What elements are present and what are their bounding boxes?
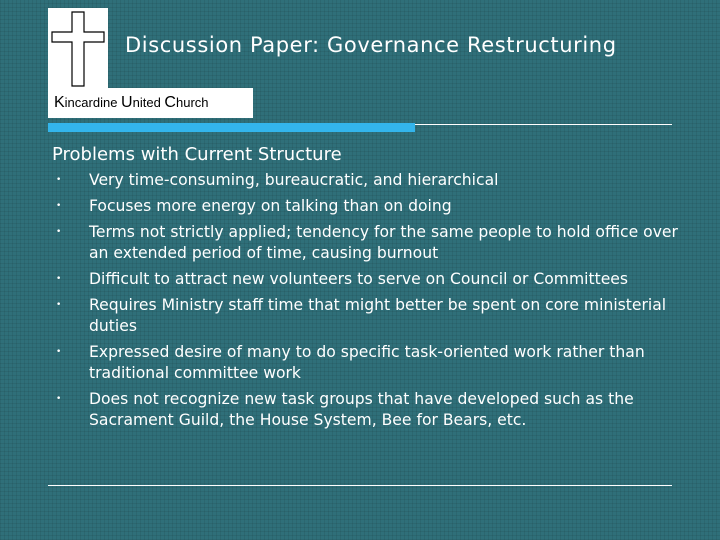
church-name xyxy=(54,94,209,112)
accent-bar xyxy=(48,123,415,132)
church-name-banner xyxy=(48,88,253,118)
church-name-part: hurch xyxy=(175,95,209,110)
bullet-text: Focuses more energy on talking than on doing xyxy=(89,197,452,215)
list-item xyxy=(0,389,689,431)
church-name-initial: C xyxy=(164,94,176,111)
church-name-initial: U xyxy=(121,94,133,111)
top-divider xyxy=(415,124,672,125)
church-name-part: incardine xyxy=(64,95,122,110)
list-item xyxy=(0,222,689,264)
bullet-text: Terms not strictly applied; tendency for the same people to hold office over an extended period of time, causing burnout xyxy=(89,223,678,262)
bottom-divider xyxy=(48,485,672,486)
page-title: Discussion Paper: Governance Restructuring xyxy=(125,33,617,57)
list-item xyxy=(0,269,689,290)
bullet-icon: • xyxy=(56,227,62,237)
bullet-icon: • xyxy=(56,201,62,211)
list-item xyxy=(0,170,689,191)
bullet-text: Requires Ministry staff time that might better be spent on core ministerial duties xyxy=(89,296,667,335)
bullet-text: Very time-consuming, bureaucratic, and hierarchical xyxy=(89,171,499,189)
cross-icon xyxy=(48,8,108,88)
list-item xyxy=(0,295,689,337)
bullet-icon: • xyxy=(56,175,62,185)
section-heading: Problems with Current Structure xyxy=(52,144,342,165)
church-logo xyxy=(48,8,108,88)
bullet-icon: • xyxy=(56,274,62,284)
church-name-part: nited xyxy=(132,95,165,110)
bullet-list xyxy=(0,170,720,436)
church-name-initial: K xyxy=(54,94,65,111)
list-item xyxy=(0,342,689,384)
bullet-icon: • xyxy=(56,300,62,310)
list-item xyxy=(0,196,689,217)
bullet-text: Does not recognize new task groups that have developed such as the Sacrament Guild, the House System, Bee for Bears, etc. xyxy=(89,390,634,429)
bullet-text: Expressed desire of many to do specific task-oriented work rather than traditional committee work xyxy=(89,343,645,382)
bullet-text: Difficult to attract new volunteers to serve on Council or Committees xyxy=(89,270,629,288)
bullet-icon: • xyxy=(56,347,62,357)
bullet-icon: • xyxy=(56,394,62,404)
